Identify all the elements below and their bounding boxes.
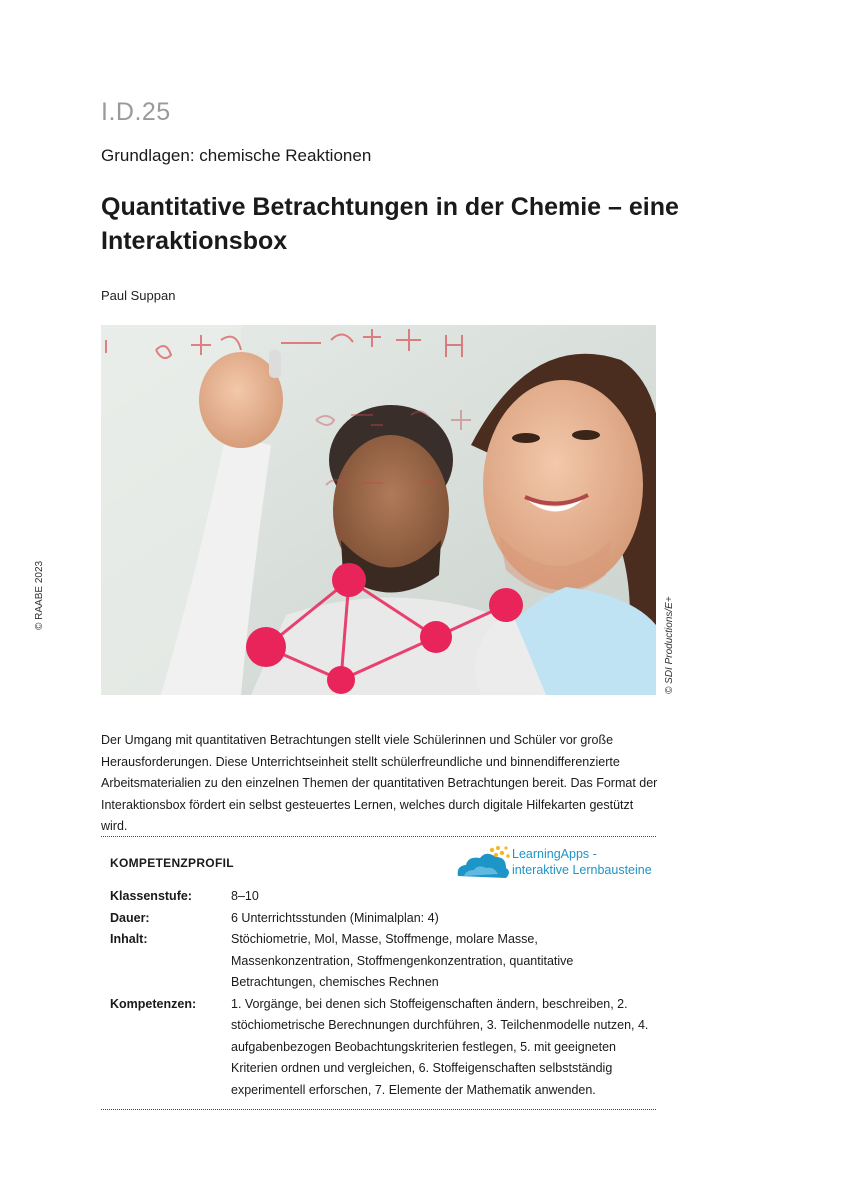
author-name: Paul Suppan	[101, 288, 176, 303]
profile-label: Kompetenzen:	[110, 996, 197, 1011]
logo-line-1: LearningApps -	[512, 847, 597, 861]
logo-line-2: interaktive Lernbausteine	[512, 863, 652, 877]
profile-label: Dauer:	[110, 910, 150, 925]
series-title: Grundlagen: chemische Reaktionen	[101, 146, 372, 165]
divider-bottom	[101, 1109, 656, 1110]
divider-top	[101, 836, 656, 837]
profile-heading: KOMPETENZPROFIL	[110, 856, 234, 870]
profile-row-duration	[110, 908, 650, 930]
profile-value: Stöchiometrie, Mol, Masse, Stoffmenge, molare Masse, Massenkonzentration, Stoffmengenkonzentration, quantitative Betrachtungen, chemisches Rechnen	[231, 932, 574, 989]
learningapps-logo-text	[512, 846, 652, 878]
profile-value: 8–10	[231, 889, 259, 903]
cover-photo	[101, 325, 656, 695]
document-code: I.D.25	[101, 98, 171, 126]
profile-value: 6 Unterrichtsstunden (Minimalplan: 4)	[231, 910, 439, 925]
page-title: Quantitative Betrachtungen in der Chemie – eine Interaktionsbox	[101, 193, 679, 255]
photo-credit: © SDI Productions/E+	[664, 596, 675, 694]
intro-paragraph: Der Umgang mit quantitativen Betrachtungen stellt viele Schülerinnen und Schüler vor große Herausforderungen. Diese Unterrichtseinheit stellt schülerfreundliche und binnendifferenzierte Arbeitsmaterialien zu den einzelnen Themen der quantitativen Betrachtungen bereit. Das Format der Interaktionsbox fördert ein selbst gesteuertes Lernen, welches durch digitale Hilfekarten gestützt wird.	[101, 733, 658, 833]
profile-value: 1. Vorgänge, bei denen sich Stoffeigenschaften ändern, beschreiben, 2. stöchiometrische Berechnungen durchführen, 3. Teilchenmodelle nutzen, 4. aufgabenbezogen Beobachtungskriterien festlegen, 5. mit geeigneten Kriterien ordnen und vergleichen, 6. Stoffeigenschaften selbstständig experimentell erforschen, 7. Elemente der Mathematik anwenden.	[231, 996, 649, 1097]
competence-profile	[110, 886, 650, 1101]
profile-label: Klassenstufe:	[110, 889, 192, 903]
profile-row-content	[110, 929, 650, 994]
profile-row-competences	[110, 994, 650, 1102]
copyright-note: © RAABE 2023	[34, 560, 45, 630]
profile-label: Inhalt:	[110, 932, 148, 946]
profile-row-grade	[110, 886, 650, 908]
